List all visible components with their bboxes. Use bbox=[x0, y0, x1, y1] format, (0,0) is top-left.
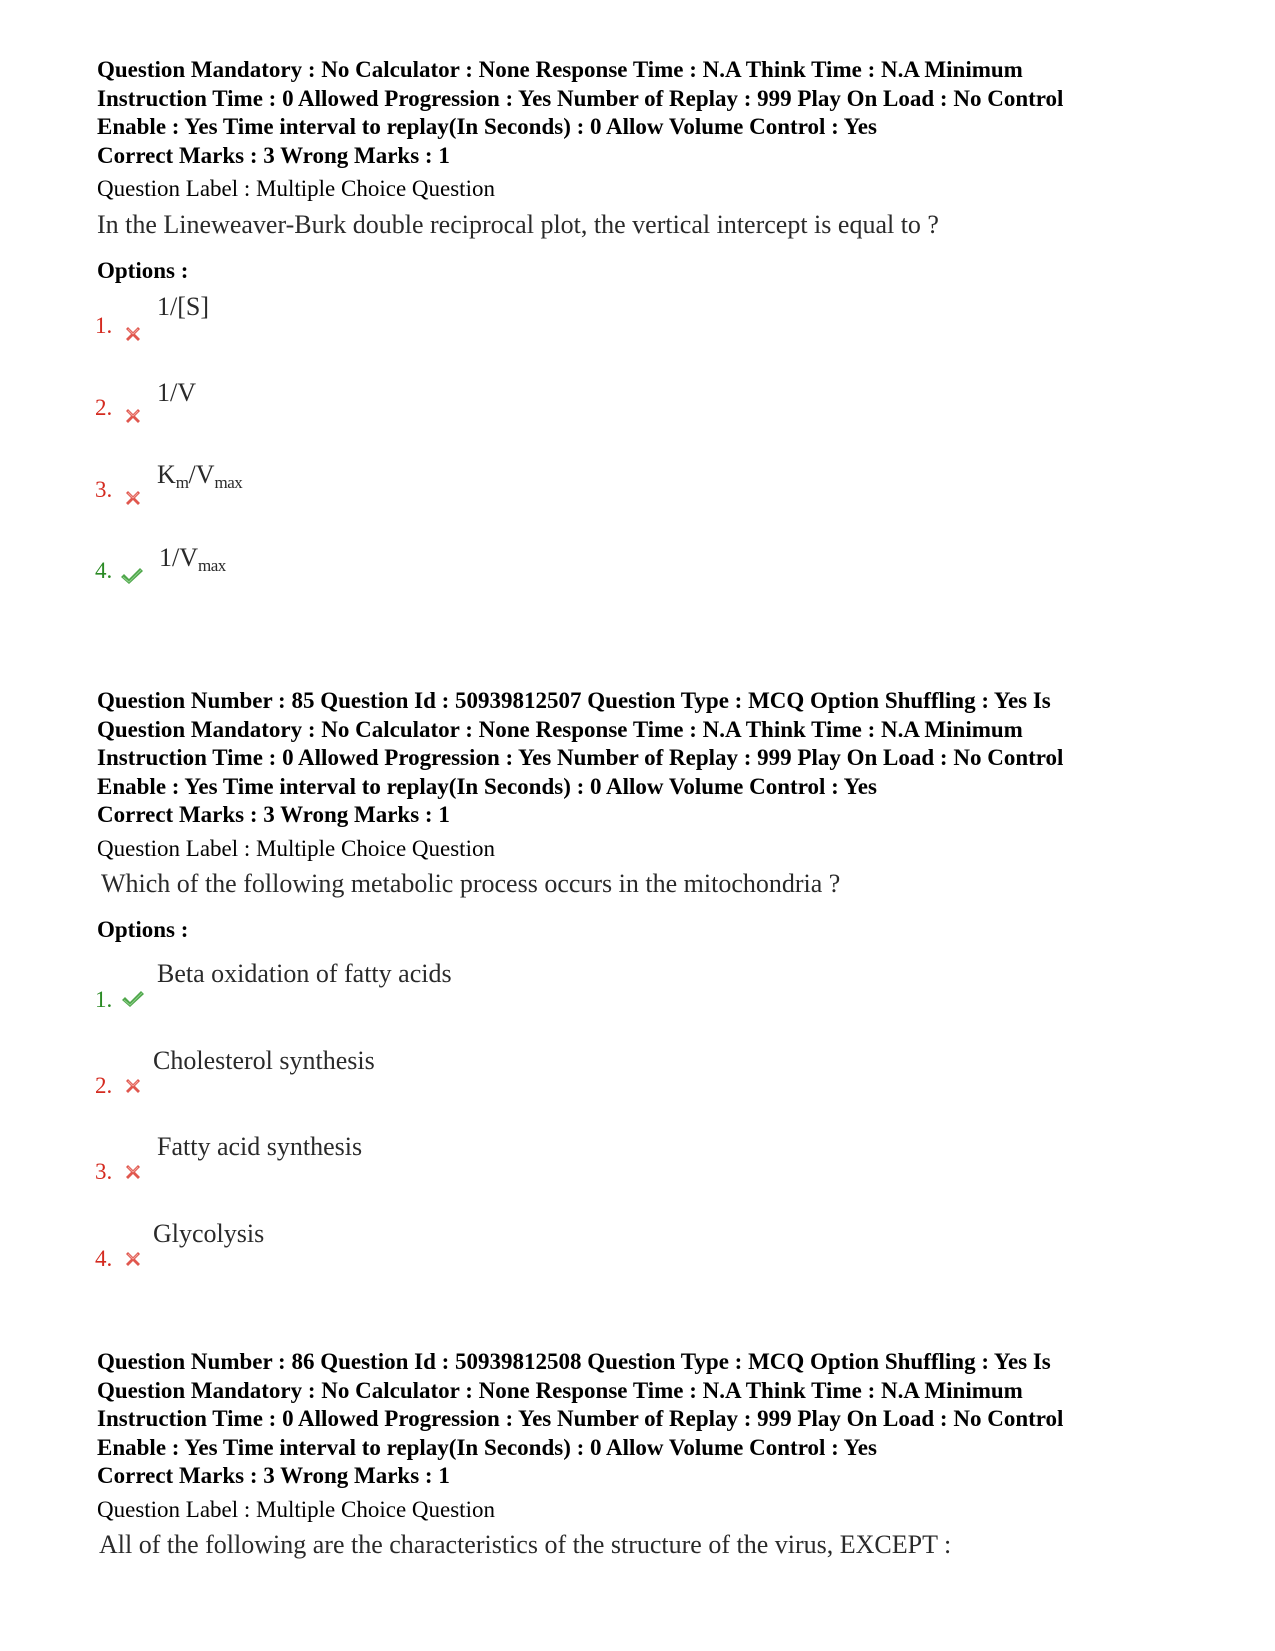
option-number: 4. bbox=[95, 558, 113, 583]
question-label: Question Label : Multiple Choice Question bbox=[97, 1497, 495, 1522]
meta-line: Question Number : 86 Question Id : 50939812508 Question Type : MCQ Option Shuffling : Yes Is bbox=[97, 1349, 1051, 1374]
option-text: Glycolysis bbox=[153, 1219, 265, 1248]
option-number: 3. bbox=[95, 1159, 113, 1184]
option-number: 2. bbox=[95, 395, 113, 420]
option-number: 1. bbox=[95, 313, 113, 338]
option-number: 3. bbox=[95, 477, 113, 502]
cross-icon bbox=[121, 1247, 145, 1271]
question-text: Which of the following metabolic process occurs in the mitochondria ? bbox=[101, 869, 841, 898]
option-text bbox=[157, 459, 242, 499]
option-subscript: max bbox=[198, 556, 226, 575]
question-label: Question Label : Multiple Choice Question bbox=[97, 836, 495, 861]
option-text: 1/[S] bbox=[157, 292, 209, 321]
option-text: 1/V bbox=[157, 378, 196, 407]
option-number: 1. bbox=[95, 987, 113, 1012]
marks-info: Correct Marks : 3 Wrong Marks : 1 bbox=[97, 802, 450, 827]
meta-line: Question Mandatory : No Calculator : None Response Time : N.A Think Time : N.A Minimum bbox=[97, 1377, 1023, 1403]
option-text-part: K bbox=[157, 460, 176, 489]
option-number: 2. bbox=[95, 1073, 113, 1098]
option-text-part: 1/V bbox=[159, 543, 198, 572]
options-heading: Options : bbox=[97, 917, 189, 942]
option-text: Fatty acid synthesis bbox=[157, 1132, 363, 1161]
option-number: 4. bbox=[95, 1246, 113, 1271]
option-text: Beta oxidation of fatty acids bbox=[157, 959, 452, 988]
meta-line: Enable : Yes Time interval to replay(In Seconds) : 0 Allow Volume Control : Yes bbox=[97, 1434, 877, 1460]
marks-info: Correct Marks : 3 Wrong Marks : 1 bbox=[97, 1463, 450, 1488]
question-label: Question Label : Multiple Choice Question bbox=[97, 176, 495, 201]
option-subscript: m bbox=[175, 473, 189, 492]
question-meta bbox=[97, 687, 1207, 801]
meta-line: Enable : Yes Time interval to replay(In Seconds) : 0 Allow Volume Control : Yes bbox=[97, 114, 877, 139]
option-text-part: /V bbox=[188, 460, 215, 489]
question-meta bbox=[97, 1348, 1207, 1462]
option-text bbox=[159, 542, 226, 582]
meta-line: Question Mandatory : No Calculator : None Response Time : N.A Think Time : N.A Minimum bbox=[97, 716, 1023, 742]
cross-icon bbox=[121, 322, 145, 346]
option-subscript: max bbox=[214, 473, 243, 492]
check-icon bbox=[119, 564, 143, 588]
cross-icon bbox=[121, 486, 145, 510]
meta-line: Question Number : 85 Question Id : 50939812507 Question Type : MCQ Option Shuffling : Yes Is bbox=[97, 688, 1051, 713]
option-text: Cholesterol synthesis bbox=[153, 1046, 375, 1075]
meta-line: Instruction Time : 0 Allowed Progression : Yes Number of Replay : 999 Play On Load : No Control bbox=[97, 1406, 1064, 1431]
meta-line: Enable : Yes Time interval to replay(In Seconds) : 0 Allow Volume Control : Yes bbox=[97, 773, 877, 799]
marks-info: Correct Marks : 3 Wrong Marks : 1 bbox=[97, 143, 450, 168]
cross-icon bbox=[121, 1074, 145, 1098]
meta-line: Instruction Time : 0 Allowed Progression : Yes Number of Replay : 999 Play On Load : No Control bbox=[97, 745, 1064, 770]
meta-line: Question Mandatory : No Calculator : None Response Time : N.A Think Time : N.A Minimum bbox=[97, 57, 1023, 82]
question-text: All of the following are the characteristics of the structure of the virus, EXCEPT : bbox=[99, 1530, 952, 1559]
meta-line: Instruction Time : 0 Allowed Progression : Yes Number of Replay : 999 Play On Load : No Control bbox=[97, 85, 1064, 111]
options-heading: Options : bbox=[97, 258, 189, 283]
cross-icon bbox=[121, 404, 145, 428]
question-text: In the Lineweaver-Burk double reciprocal plot, the vertical intercept is equal to ? bbox=[97, 210, 939, 239]
check-icon bbox=[120, 987, 144, 1011]
cross-icon bbox=[121, 1160, 145, 1184]
question-meta bbox=[97, 56, 1207, 142]
